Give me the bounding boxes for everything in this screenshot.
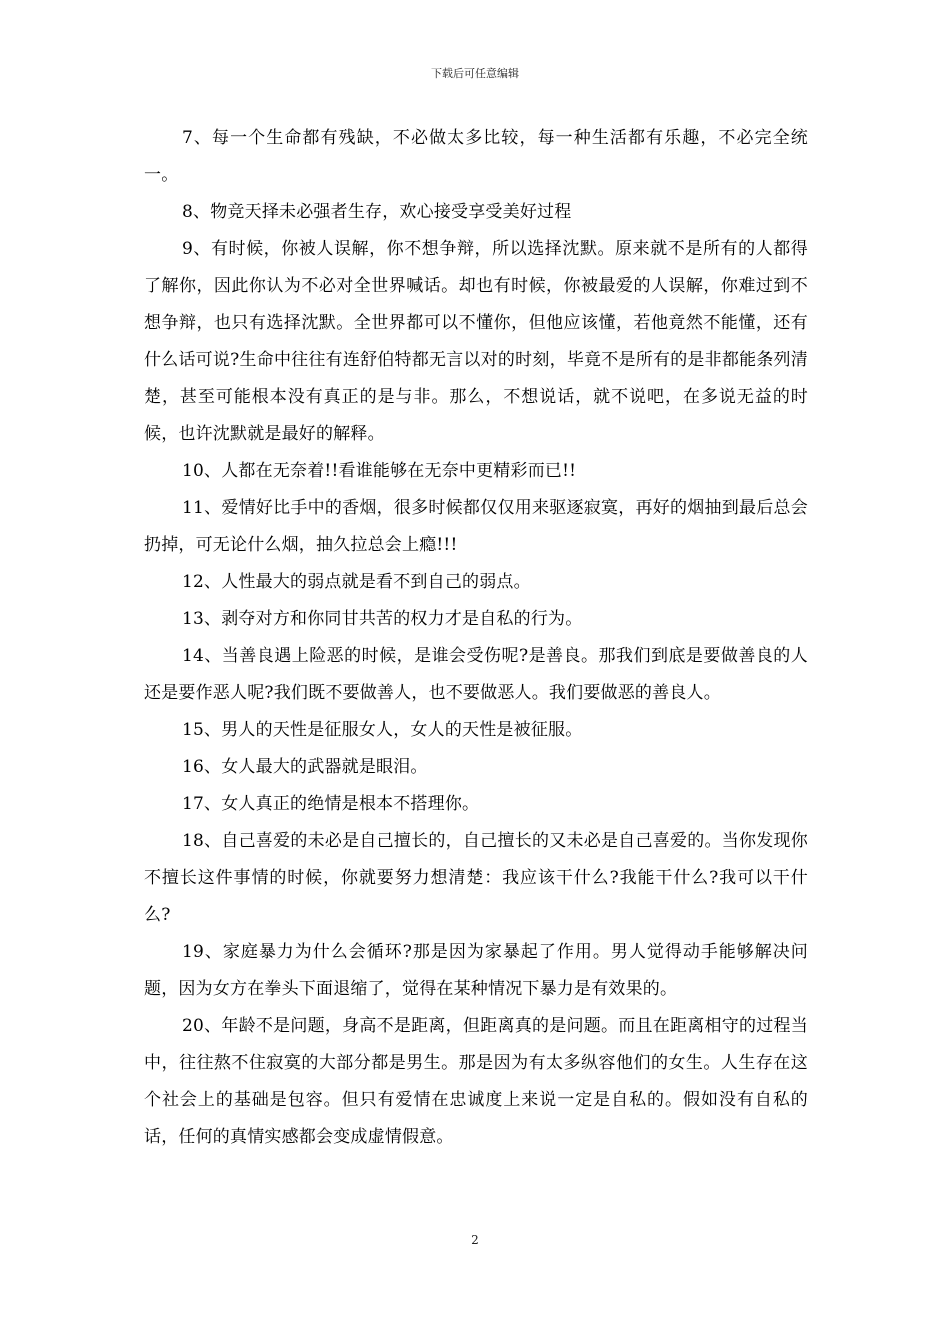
page-number: 2 <box>471 1233 479 1247</box>
paragraph-7: 7、每一个生命都有残缺，不必做太多比较，每一种生活都有乐趣，不必完全统一。 <box>144 128 808 185</box>
paragraph-16: 16、女人最大的武器就是眼泪。 <box>182 757 428 777</box>
paragraph-17: 17、女人真正的绝情是根本不搭理你。 <box>182 794 480 814</box>
paragraph-9: 9、有时候，你被人误解，你不想争辩，所以选择沈默。原来就不是所有的人都得了解你，因此你认为不必对全世界喊话。却也有时候，你被最爱的人误解，你难过到不想争辩，也只有选择沈默。全世界都可以不懂你，但他应该懂，若他竟然不能懂，还有什么话可说?生命中往往有连舒伯特都无言以对的时刻，毕竟不是所有的是非都能条列清楚，甚至可能根本没有真正的是与非。那么，不想说话，就不说吧，在多说无益的时候，也许沈默就是最好的解释。 <box>144 239 808 444</box>
paragraph-11: 11、爱情好比手中的香烟，很多时候都仅仅用来驱逐寂寞，再好的烟抽到最后总会扔掉，可无论什么烟，抽久拉总会上瘾!!! <box>144 498 808 555</box>
page-header: 下载后可任意编辑 <box>431 67 519 80</box>
paragraph-15: 15、男人的天性是征服女人，女人的天性是被征服。 <box>182 720 583 740</box>
paragraph-18: 18、自己喜爱的未必是自己擅长的，自己擅长的又未必是自己喜爱的。当你发现你不擅长这件事情的时候，你就要努力想清楚：我应该干什么?我能干什么?我可以干什么? <box>144 831 808 925</box>
paragraph-10: 10、人都在无奈着!!看谁能够在无奈中更精彩而已!! <box>182 461 577 481</box>
paragraph-8: 8、物竞天择未必强者生存，欢心接受享受美好过程 <box>182 202 572 222</box>
paragraph-20: 20、年龄不是问题，身高不是距离，但距离真的是问题。而且在距离相守的过程当中，往往熬不住寂寞的大部分都是男生。那是因为有太多纵容他们的女生。人生存在这个社会上的基础是包容。但只有爱情在忠诚度上来说一定是自私的。假如没有自私的话，任何的真情实感都会变成虚情假意。 <box>144 1016 808 1147</box>
document-body <box>144 120 808 1156</box>
paragraph-19: 19、家庭暴力为什么会循环?那是因为家暴起了作用。男人觉得动手能够解决问题，因为女方在拳头下面退缩了，觉得在某种情况下暴力是有效果的。 <box>144 942 808 999</box>
paragraph-12: 12、人性最大的弱点就是看不到自己的弱点。 <box>182 572 531 592</box>
paragraph-14: 14、当善良遇上险恶的时候，是谁会受伤呢?是善良。那我们到底是要做善良的人还是要作恶人呢?我们既不要做善人，也不要做恶人。我们要做恶的善良人。 <box>144 646 808 703</box>
paragraph-13: 13、剥夺对方和你同甘共苦的权力才是自私的行为。 <box>182 609 583 629</box>
